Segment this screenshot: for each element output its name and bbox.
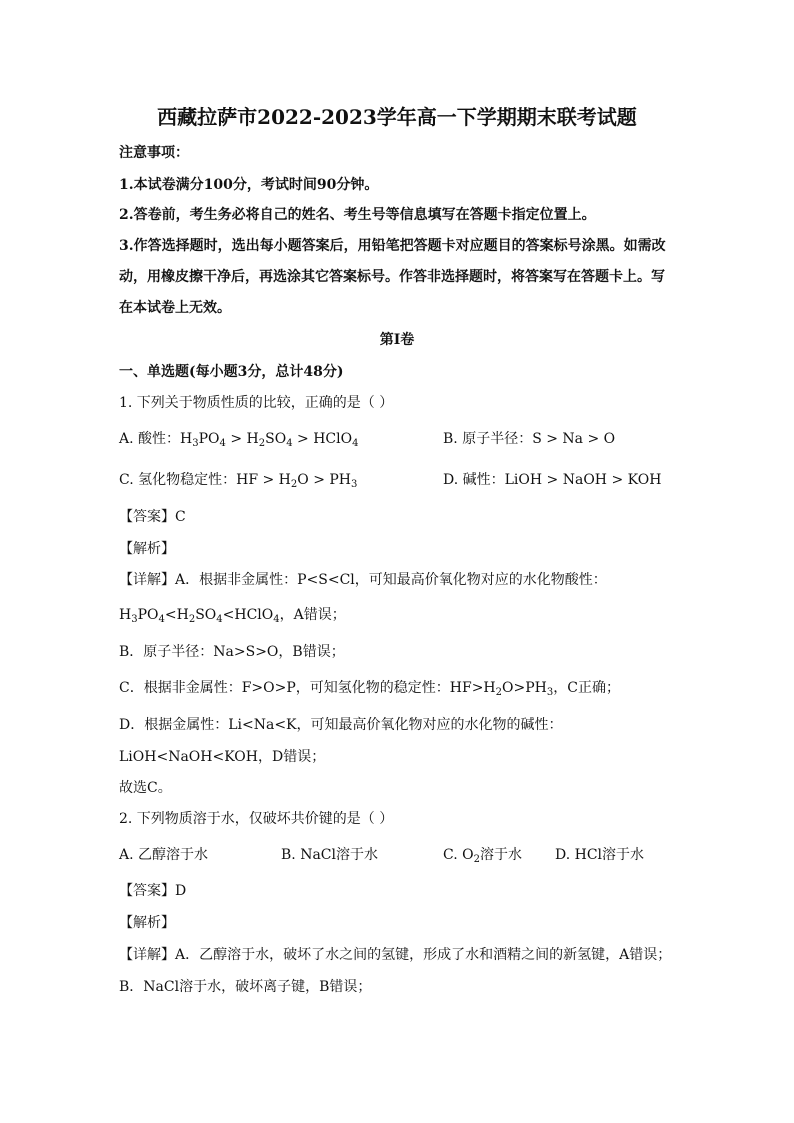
q1-analysis-heading: 【解析】 [119,541,175,557]
notice-item-3-line-1: 3.作答选择题时，选出每小题答案后，用铅笔把答题卡对应题目的答案标号涂黑。如需改 [119,238,666,254]
page-title: 西藏拉萨市2022-2023学年高一下学期期末联考试题 [157,105,637,129]
notice-item-1: 1.本试卷满分100分，考试时间90分钟。 [119,177,379,193]
q2-stem: 2. 下列物质溶于水，仅破坏共价键的是（ ） [119,811,394,827]
q1-detail-line-3: B．原子半径：Na>S>O，B错误； [119,644,345,660]
q2-option-b: B. NaCl溶于水 [281,847,378,863]
q2-analysis-heading: 【解析】 [119,915,175,931]
q1-detail-line-7: 故选C。 [119,780,172,796]
q1-option-a-label: A. 酸性： [119,431,181,447]
section-title: 一、单选题(每小题3分，总计48分) [119,364,344,380]
q1-option-b: B. 原子半径：S > Na > O [443,431,616,447]
q1-option-c-label: C. 氢化物稳定性： [119,472,237,488]
q2-detail-line-2: B．NaCl溶于水，破坏离子键，B错误； [119,979,372,995]
notice-heading: 注意事项： [119,145,189,161]
notice-item-3-line-3: 在本试卷上无效。 [119,300,231,316]
section-volume-label: 第I卷 [379,332,415,348]
q1-stem: 1. 下列关于物质性质的比较，正确的是（ ） [119,395,394,411]
q2-option-a: A. 乙醇溶于水 [119,847,209,863]
q1-option-d: D. 碱性：LiOH > NaOH > KOH [443,472,662,488]
q2-answer: 【答案】D [119,883,187,899]
q2-detail-line-1: 【详解】A．乙醇溶于水，破坏了水之间的氢键，形成了水和酒精之间的新氢键，A错误； [119,947,672,963]
q1-answer: 【答案】C [119,509,186,525]
q1-detail-line-5: D．根据金属性：Li<Na<K，可知最高价氧化物对应的水化物的碱性： [119,717,563,733]
q1-option-c: C. 氢化物稳定性：HF > $H_2O > PH_3$ [119,472,358,490]
q1-detail-line-4: C．根据非金属性：F>O>P，可知氢化物的稳定性：$HF>H_2O>PH_3$，C正确； [119,680,620,698]
q2-option-d: D. HCl溶于水 [555,847,645,863]
q1-option-a: A. 酸性：$H_3PO_4 > H_2SO_4$ > HClO$_4$ [119,431,359,449]
q1-detail-line-6: LiOH<NaOH<KOH，D错误； [119,749,326,765]
q2-option-c: C. $O_2$溶于水 [443,847,522,865]
notice-item-2: 2.答卷前，考生务必将自己的姓名、考生号等信息填写在答题卡指定位置上。 [119,207,596,223]
q1-detail-line-2: $H_3PO_4<H_2SO_4<HClO_4$，A错误； [119,607,346,625]
q1-detail-line-1: 【详解】A．根据非金属性：P<S<Cl，可知最高价氧化物对应的水化物酸性： [119,572,607,588]
notice-item-3-line-2: 动，用橡皮擦干净后，再选涂其它答案标号。作答非选择题时，将答案写在答题卡上。写 [119,269,665,285]
